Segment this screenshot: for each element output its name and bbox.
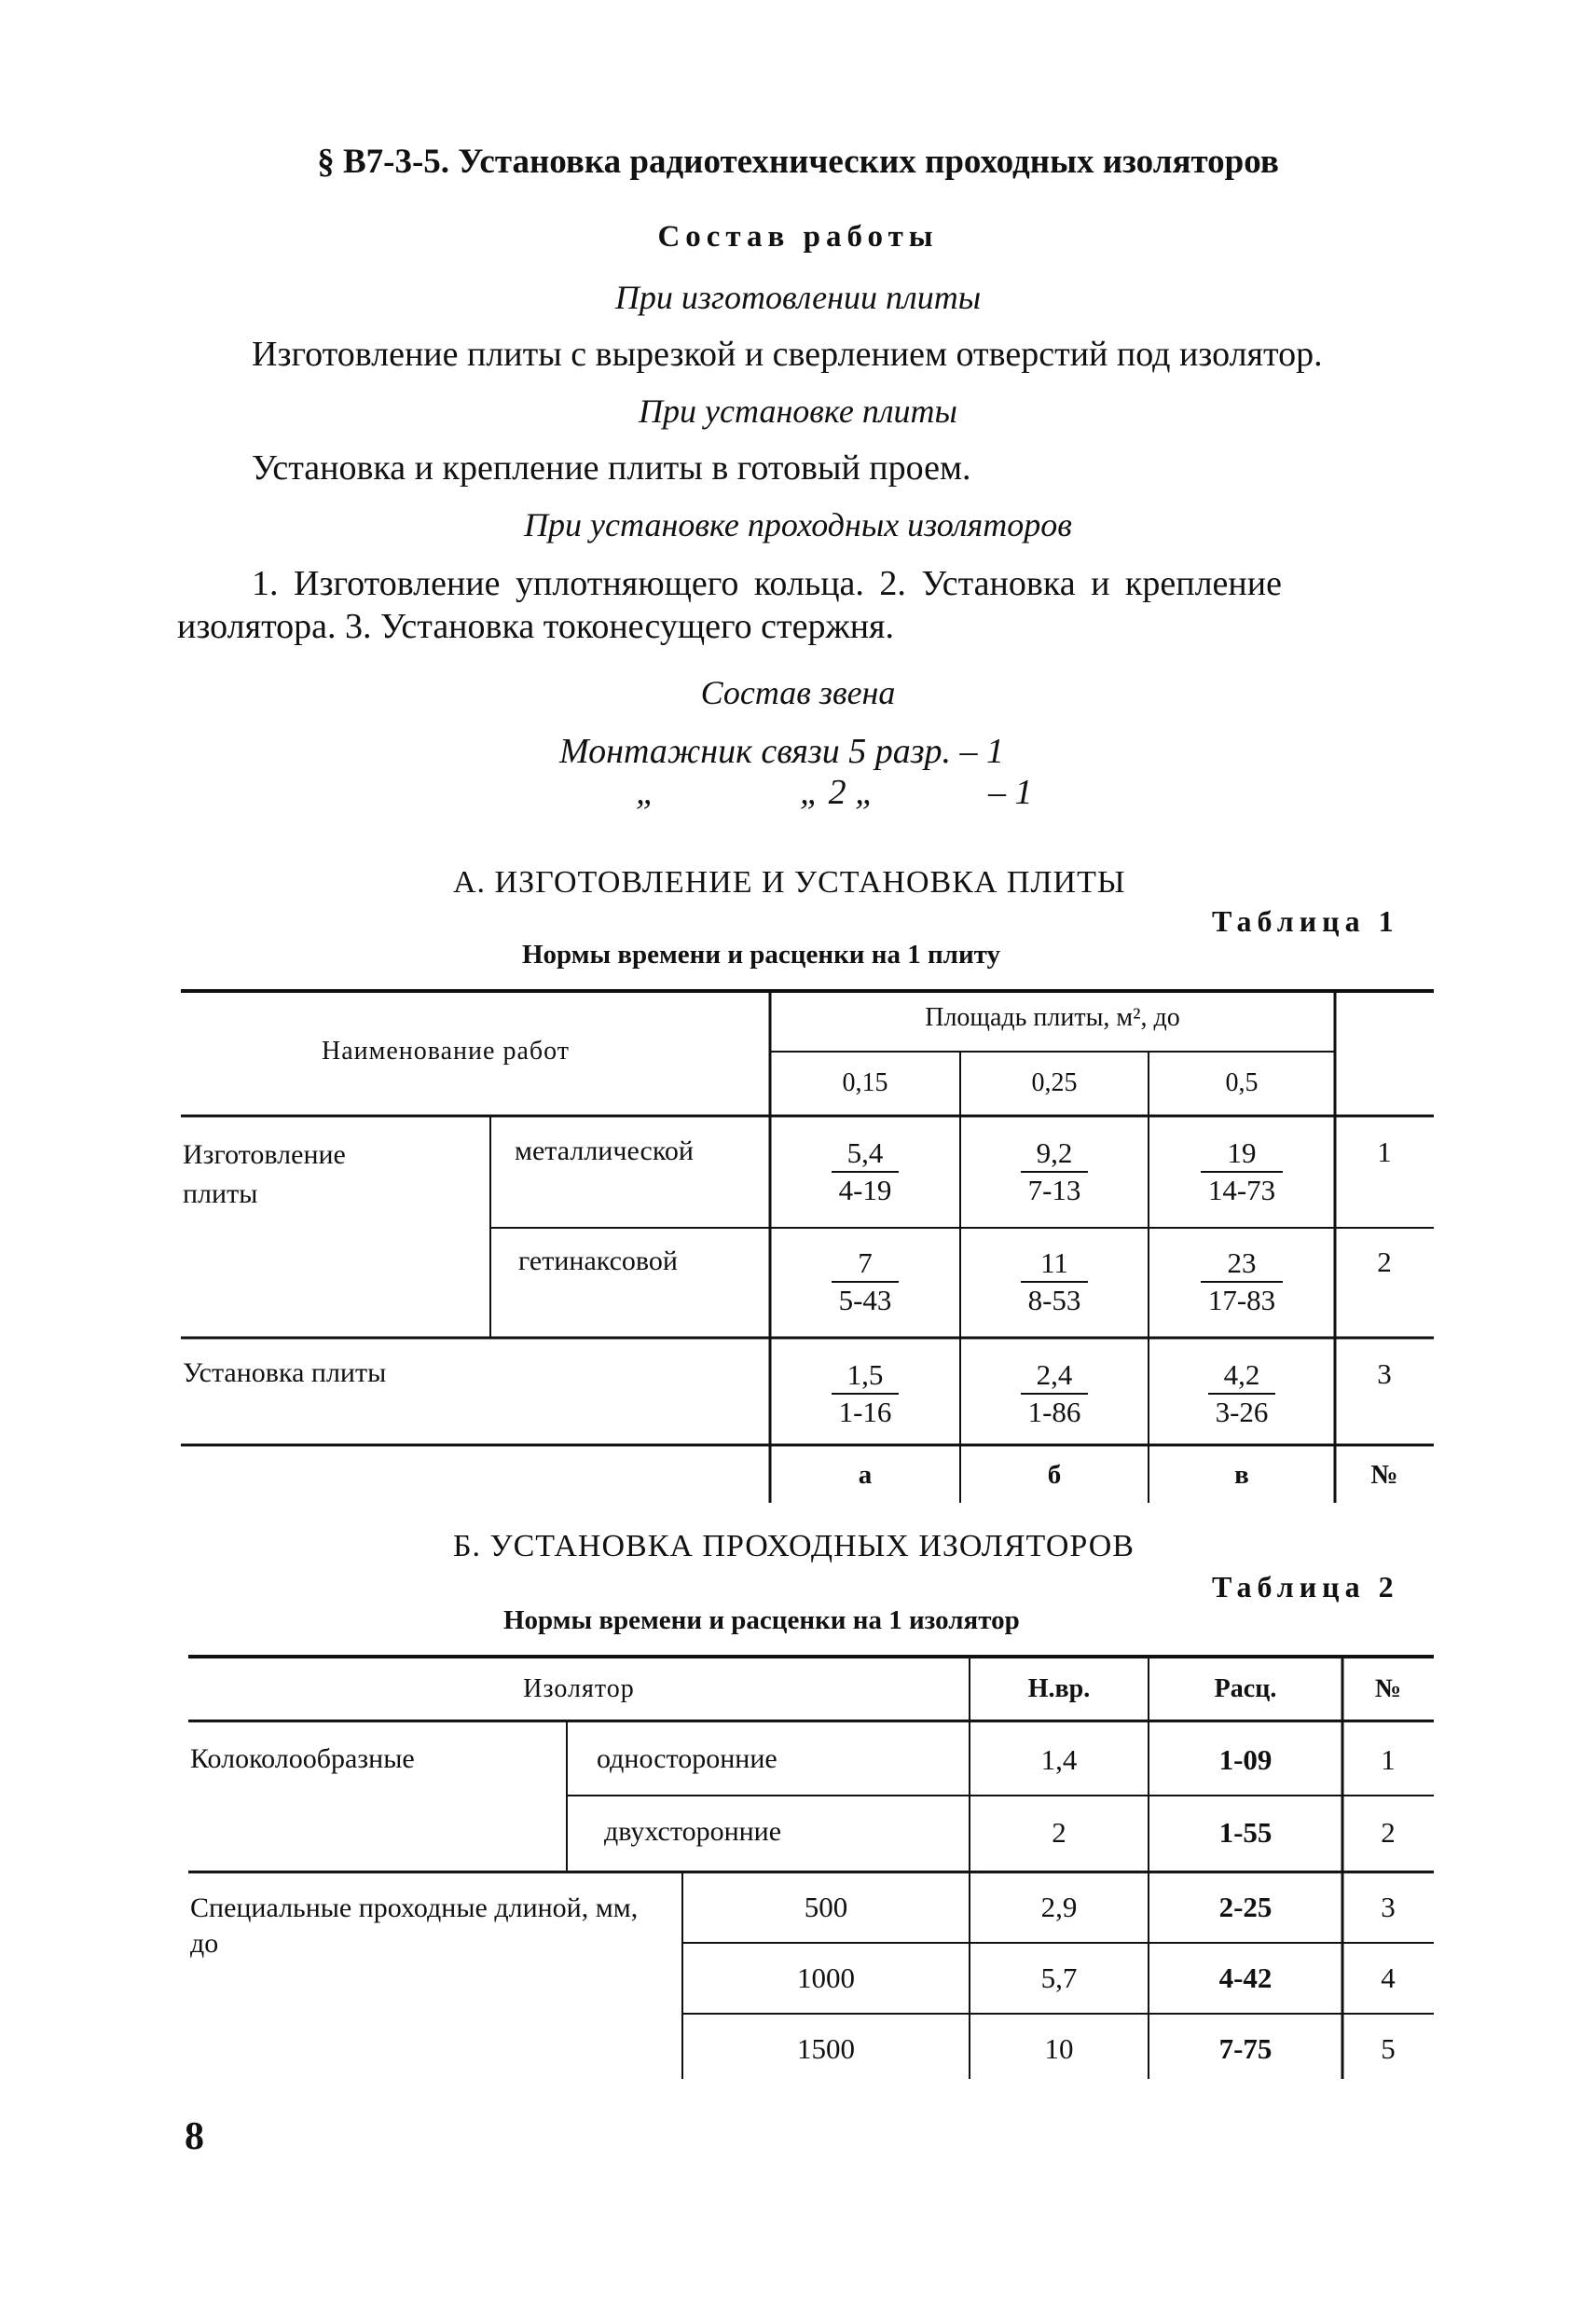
section-title: § В7-3-5. Установка радиотехнических проходных изоляторов xyxy=(317,143,1279,181)
crew-ditto-2: „ 2 „ xyxy=(800,773,875,812)
cell-metal-0-5: $\frac{19}{14-73}$ xyxy=(1201,1135,1283,1208)
table-1-col-name: Наименование работ xyxy=(322,1037,570,1066)
table-2-col-nvr: Н.вр. xyxy=(1027,1674,1091,1703)
section-b-heading: Б. УСТАНОВКА ПРОХОДНЫХ ИЗОЛЯТОРОВ xyxy=(453,1529,1135,1563)
bell-row-2-nvr: 2 xyxy=(1052,1816,1066,1849)
cell-metal-0-25: $\frac{9,2}{7-13}$ xyxy=(1021,1135,1089,1208)
row-no-1: 1 xyxy=(1377,1135,1392,1168)
special-row-1-nvr: 2,9 xyxy=(1040,1891,1078,1923)
footer-a: а xyxy=(858,1460,873,1490)
crew-heading: Состав звена xyxy=(700,674,896,711)
special-row-3-len: 1500 xyxy=(797,2032,855,2065)
row-no-3: 3 xyxy=(1377,1357,1392,1390)
special-row-2-nvr: 5,7 xyxy=(1040,1961,1078,1994)
bell-row-1-sub: односторонние xyxy=(597,1743,777,1774)
row-getinax-label: гетинаксовой xyxy=(518,1245,678,1276)
table-2-col-no: № xyxy=(1374,1674,1402,1703)
special-row-1-len: 500 xyxy=(804,1891,848,1923)
row-plate-making-label: Изготовление плиты xyxy=(183,1139,346,1209)
cell-getinax-0-25: $\frac{11}{8-53}$ xyxy=(1021,1245,1089,1318)
table-2-col-insulator: Изолятор xyxy=(523,1674,635,1703)
row-plate-install-label: Установка плиты xyxy=(183,1357,387,1388)
area-0-25: 0,25 xyxy=(1031,1068,1078,1097)
cell-install-0-25: $\frac{2,4}{1-86}$ xyxy=(1021,1357,1089,1430)
special-label: Специальные проходные длиной, мм, до xyxy=(190,1892,639,1959)
cell-getinax-0-15: $\frac{7}{5-43}$ xyxy=(832,1245,900,1318)
area-0-15: 0,15 xyxy=(842,1068,888,1097)
cell-metal-0-15: $\frac{5,4}{4-19}$ xyxy=(832,1135,900,1208)
work-heading: Состав работы xyxy=(657,220,939,254)
text-insulator-install-line1: 1. Изготовление уплотняющего кольца. 2. Установка и крепление xyxy=(252,564,1282,603)
crew-line-1: Монтажник связи 5 разр. – 1 xyxy=(559,732,1005,771)
table-1-label: Таблица 1 xyxy=(1212,904,1399,938)
bell-row-1-rasc: 1-09 xyxy=(1218,1743,1273,1776)
page-number: 8 xyxy=(185,2115,204,2158)
area-0-5: 0,5 xyxy=(1225,1068,1259,1097)
special-row-2-rasc: 4-42 xyxy=(1218,1961,1273,1994)
table-2-col-rasc: Расц. xyxy=(1214,1674,1277,1703)
special-row-3-no: 5 xyxy=(1381,2032,1396,2065)
cell-install-0-15: $\frac{1,5}{1-16}$ xyxy=(832,1357,900,1430)
subheading-plate-install: При установке плиты xyxy=(639,392,957,430)
footer-b: б xyxy=(1047,1460,1062,1490)
text-plate-install: Установка и крепление плиты в готовый проем. xyxy=(252,448,971,488)
row-metal-label: металлической xyxy=(515,1135,694,1166)
special-row-3-rasc: 7-75 xyxy=(1218,2032,1273,2065)
bell-row-2-no: 2 xyxy=(1381,1816,1396,1849)
text-plate-making: Изготовление плиты с вырезкой и сверлением отверстий под изолятор. xyxy=(252,335,1323,374)
row-no-2: 2 xyxy=(1377,1245,1392,1278)
special-row-3-nvr: 10 xyxy=(1044,2032,1074,2065)
crew-ditto-1: „ xyxy=(636,773,656,812)
table-1-col-area: Площадь плиты, м², до xyxy=(925,1003,1180,1032)
bell-shaped-label: Колоколообразные xyxy=(190,1743,415,1774)
footer-v: в xyxy=(1234,1460,1249,1490)
cell-install-0-5: $\frac{4,2}{3-26}$ xyxy=(1208,1357,1276,1430)
table-1-norms: Нормы времени и расценки на 1 плиту xyxy=(522,940,1001,970)
cell-getinax-0-5: $\frac{23}{17-83}$ xyxy=(1201,1245,1283,1318)
text-insulator-install-line2: изолятора. 3. Установка токонесущего стержня. xyxy=(177,607,895,646)
special-row-2-no: 4 xyxy=(1381,1961,1396,1994)
table-2-label: Таблица 2 xyxy=(1212,1570,1399,1603)
bell-row-1-nvr: 1,4 xyxy=(1040,1743,1078,1776)
bell-row-1-no: 1 xyxy=(1381,1743,1396,1776)
bell-row-2-rasc: 1-55 xyxy=(1218,1816,1273,1849)
bell-row-2-sub: двухсторонние xyxy=(604,1816,782,1847)
table-2-norms: Нормы времени и расценки на 1 изолятор xyxy=(503,1605,1020,1635)
special-row-1-no: 3 xyxy=(1381,1891,1396,1923)
subheading-plate-making: При изготовлении плиты xyxy=(614,279,982,316)
footer-no: № xyxy=(1370,1460,1398,1490)
special-row-1-rasc: 2-25 xyxy=(1218,1891,1273,1923)
special-row-2-len: 1000 xyxy=(797,1961,855,1994)
subheading-insulator-install: При установке проходных изоляторов xyxy=(524,506,1072,544)
section-a-heading: А. ИЗГОТОВЛЕНИЕ И УСТАНОВКА ПЛИТЫ xyxy=(453,865,1126,900)
crew-count-2: – 1 xyxy=(988,773,1033,812)
